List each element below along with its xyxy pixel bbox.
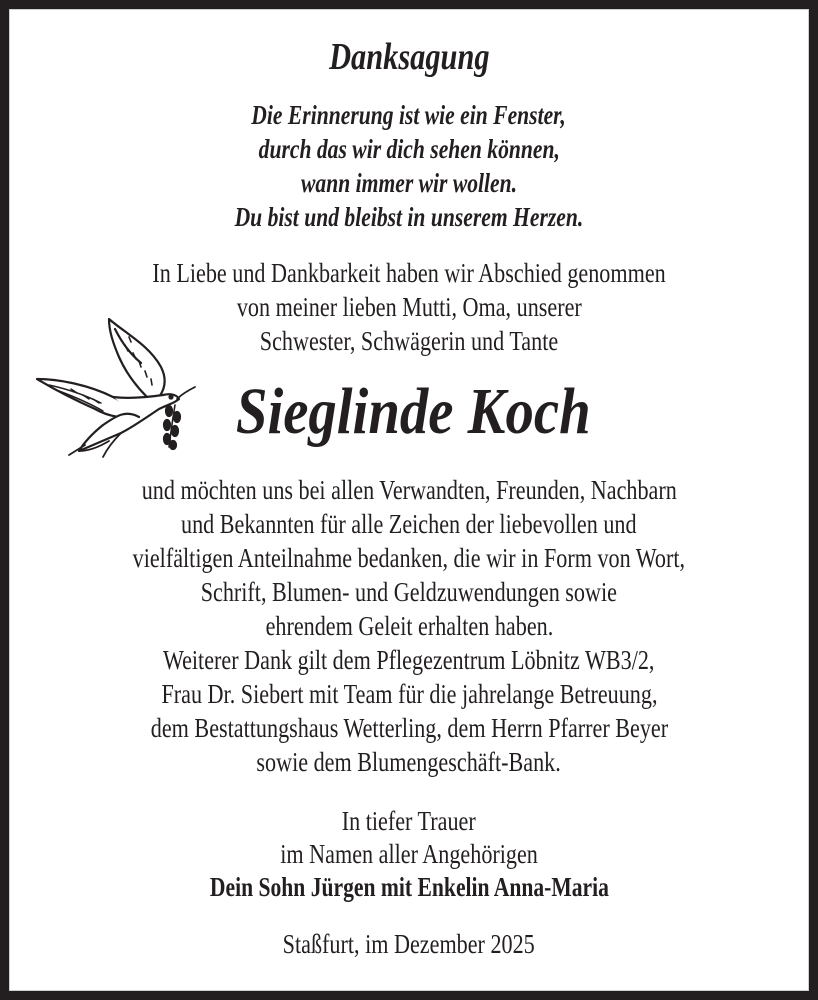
closing-line-text: im Namen aller Angehörigen — [280, 839, 538, 869]
thanks-line — [9, 747, 809, 778]
deceased-name-text: Sieglinde Koch — [235, 375, 591, 448]
thanks-line — [9, 543, 809, 574]
closing-line — [9, 839, 809, 870]
signatories — [9, 872, 809, 903]
closing-line — [9, 806, 809, 837]
thanks-line — [9, 611, 809, 642]
thanks-line-text: Schrift, Blumen- und Geldzuwendungen sowie — [200, 577, 618, 607]
place-date-text: Staßfurt, im Dezember 2025 — [282, 929, 536, 959]
thanks-line — [9, 475, 809, 506]
thanks-line — [9, 509, 809, 540]
intro-line-text: von meiner lieben Mutti, Oma, unserer — [236, 292, 582, 322]
thanks-line-text: und möchten uns bei allen Verwandten, Freunden, Nachbarn — [141, 475, 677, 505]
thanks-line-text: Frau Dr. Siebert mit Team für die jahrelange Betreuung, — [160, 679, 658, 709]
poem-line — [9, 168, 809, 199]
thanks-line — [9, 713, 809, 744]
place-date — [9, 929, 809, 960]
notice-title-text: Danksagung — [328, 36, 490, 78]
intro-line-text: In Liebe und Dankbarkeit haben wir Abschied genommen — [152, 258, 666, 288]
thanks-line-text: ehrendem Geleit erhalten haben. — [265, 611, 553, 641]
thanks-line-text: sowie dem Blumengeschäft-Bank. — [256, 747, 562, 777]
thanks-line-text: dem Bestattungshaus Wetterling, dem Herrn Pfarrer Beyer — [150, 713, 668, 743]
poem-line — [9, 134, 809, 165]
poem-line-text: wann immer wir wollen. — [300, 168, 518, 198]
poem-line — [9, 202, 809, 233]
poem-line — [9, 100, 809, 131]
deceased-name — [13, 374, 813, 450]
intro-line — [9, 258, 809, 289]
thanks-line-text: vielfältigen Anteilnahme bedanken, die wir in Form von Wort, — [132, 543, 686, 573]
thanks-line — [9, 679, 809, 710]
poem-line-text: durch das wir dich sehen können, — [258, 134, 560, 164]
obituary-notice — [9, 9, 809, 991]
poem-line-text: Die Erinnerung ist wie ein Fenster, — [251, 100, 567, 130]
poem-line-text: Du bist und bleibst in unserem Herzen. — [234, 202, 584, 232]
thanks-line — [9, 645, 809, 676]
intro-line-text: Schwester, Schwägerin und Tante — [259, 326, 559, 356]
closing-line-text: In tiefer Trauer — [341, 806, 477, 836]
thanks-line — [9, 577, 809, 608]
notice-title — [9, 35, 809, 79]
signatories-text: Dein Sohn Jürgen mit Enkelin Anna-Maria — [209, 872, 609, 902]
thanks-line-text: und Bekannten für alle Zeichen der liebevollen und — [181, 509, 637, 539]
thanks-line-text: Weiterer Dank gilt dem Pflegezentrum Löbnitz WB3/2, — [163, 645, 655, 675]
